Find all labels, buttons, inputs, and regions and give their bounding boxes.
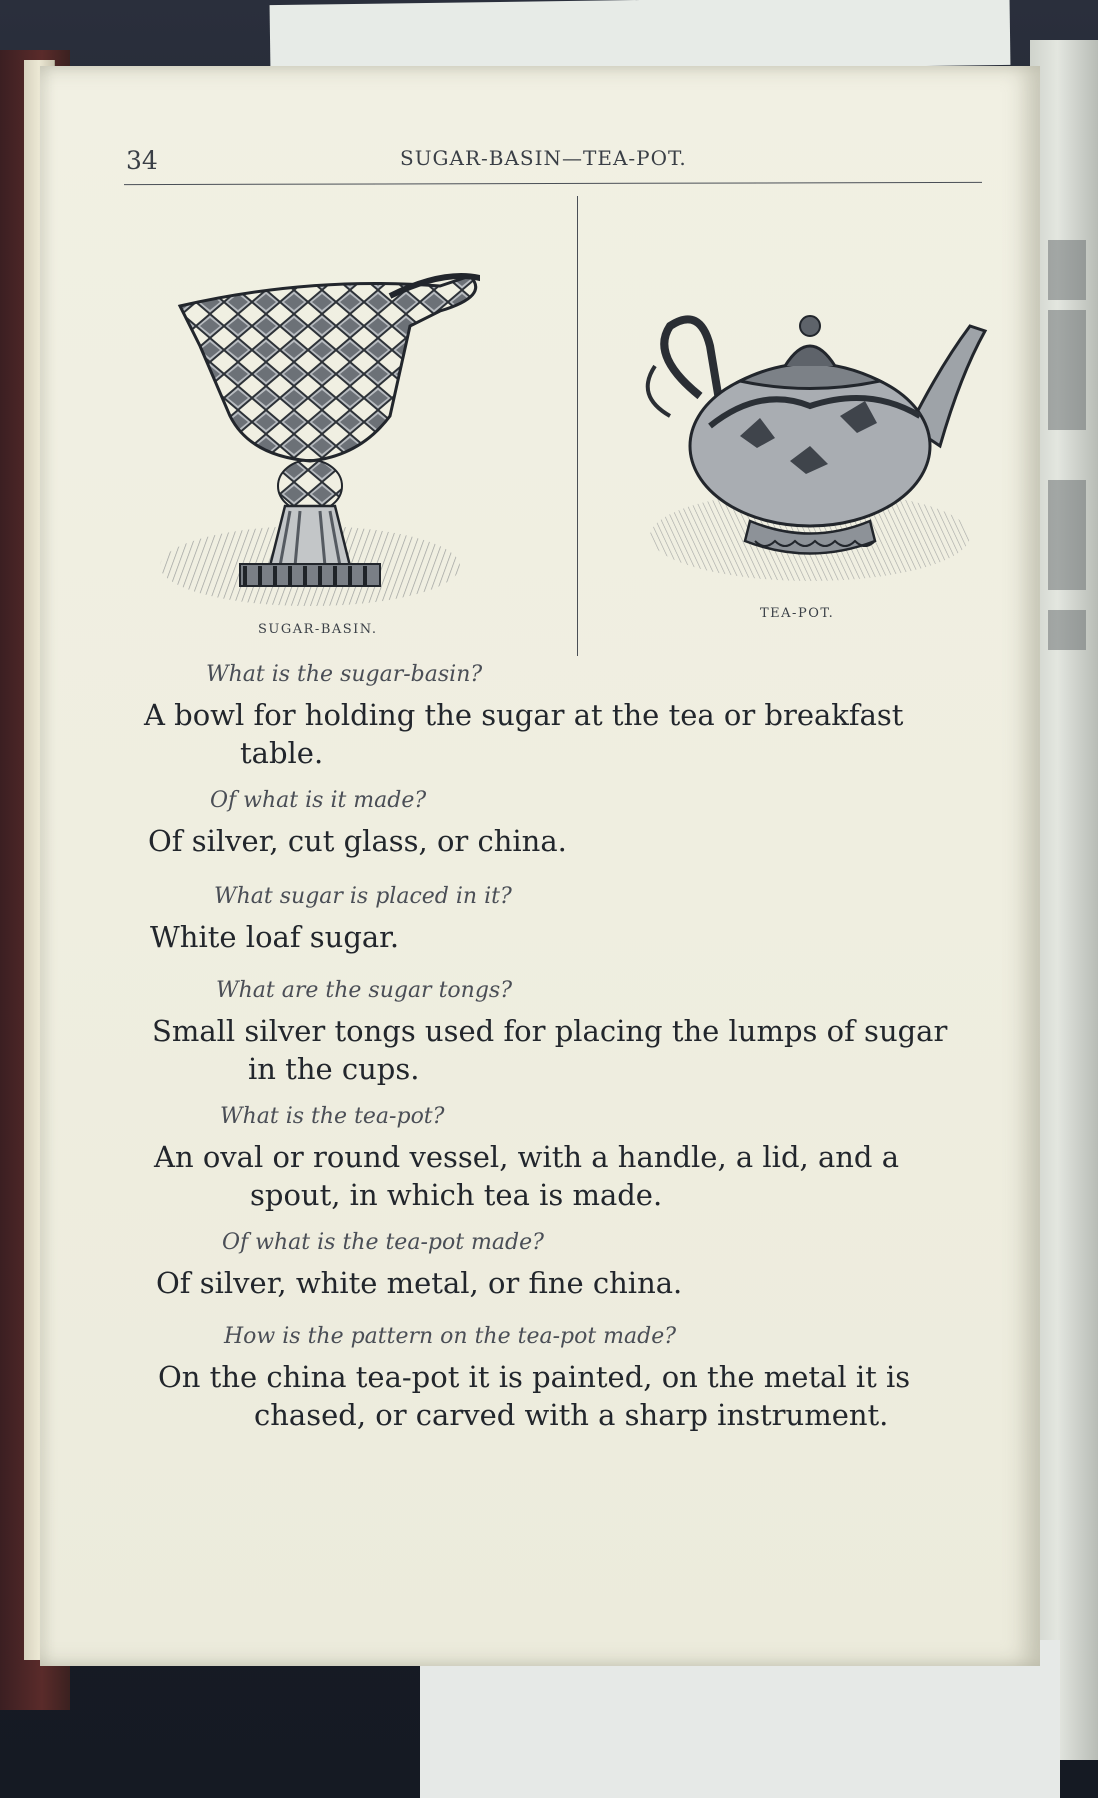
sugar-basin-illustration [140,266,480,626]
sugar-basin-caption: SUGAR-BASIN. [258,622,378,637]
teapot-illustration [640,286,1000,596]
answer-5: An oval or round vessel, with a handle, a lid, and a spout, in which tea is made. [154,1140,899,1212]
answer-7: On the china tea-pot it is painted, on the metal it is chased, or carved with a sharp instrument. [158,1360,911,1432]
answer-3: White loaf sugar. [150,920,400,954]
question-2: Of what is it made? [210,788,427,813]
answer-2: Of silver, cut glass, or china. [148,824,567,858]
figure-divider [577,196,578,656]
question-4: What are the sugar tongs? [216,978,512,1003]
answer-4: Small silver tongs used for placing the lumps of sugar in the cups. [152,1014,948,1086]
header-rule [124,182,982,185]
answer-6: Of silver, white metal, or fine china. [156,1266,683,1300]
page-number: 34 [126,146,158,175]
teapot-caption: TEA-POT. [760,606,835,621]
question-7: How is the pattern on the tea-pot made? [224,1324,677,1349]
question-6: Of what is the tea-pot made? [222,1230,544,1255]
running-head: SUGAR-BASIN—TEA-POT. [400,146,687,170]
background-paper-top [270,0,1011,75]
page-edges-right [1030,40,1098,1760]
book-page [40,66,1040,1666]
question-1: What is the sugar-basin? [206,662,483,687]
answer-1: A bowl for holding the sugar at the tea or breakfast table. [144,698,904,770]
question-3: What sugar is placed in it? [214,884,512,909]
question-5: What is the tea-pot? [220,1104,445,1129]
